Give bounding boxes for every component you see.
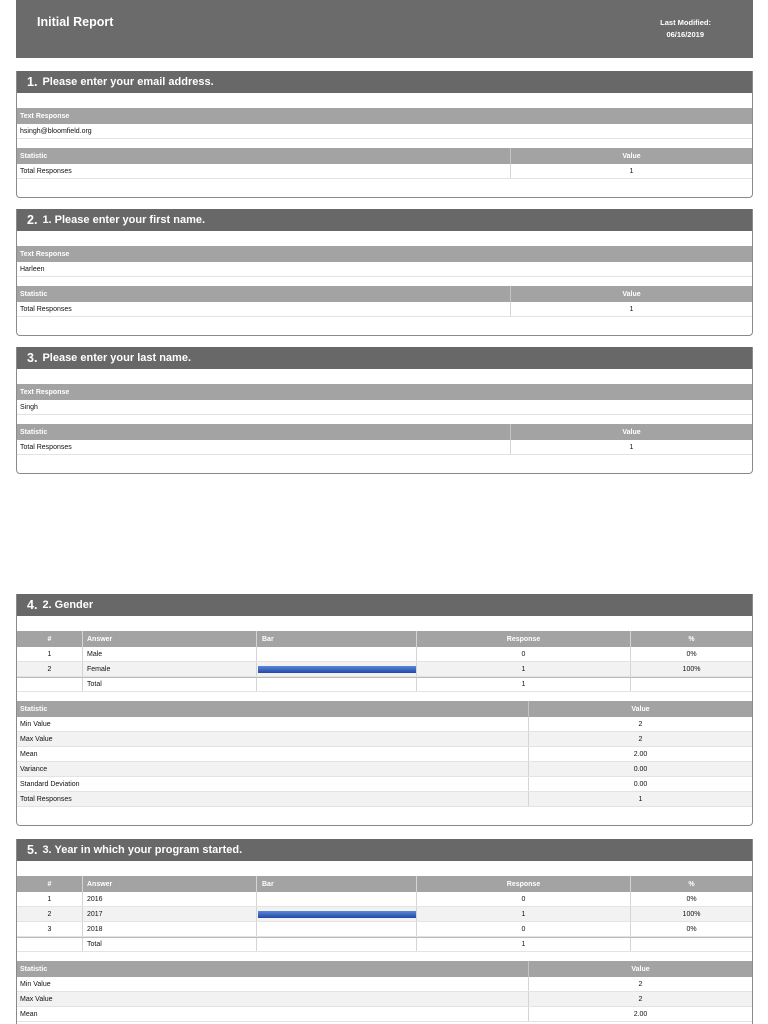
question-header: [17, 209, 752, 231]
stat-label: Max Value: [17, 732, 529, 746]
choice-bar-cell: [257, 922, 417, 936]
statistic-header: Statistic Value: [17, 148, 752, 164]
stat-label: Mean: [17, 1007, 529, 1021]
choice-response: 1: [417, 662, 631, 676]
choice-number: 2: [17, 907, 83, 921]
stat-row: [17, 977, 752, 992]
question-header: [17, 71, 752, 93]
stat-value: 2.00: [633, 1010, 648, 1018]
question-title: 1. Please enter your first name.: [42, 214, 206, 226]
last-modified-label: Last Modified:: [660, 18, 711, 27]
choice-row: [17, 662, 752, 677]
text-response-value: Singh: [17, 400, 752, 415]
choice-total-row: Total 1: [17, 937, 752, 952]
stat-row: [17, 732, 752, 747]
stat-row: [17, 992, 752, 1007]
choice-number: 1: [17, 892, 83, 906]
choice-number: 3: [17, 922, 83, 936]
choice-total-row: Total 1: [17, 677, 752, 692]
stat-value: 2: [638, 720, 643, 728]
choice-table-header: # Answer Bar Response %: [17, 876, 752, 892]
choice-bar: [258, 666, 416, 673]
choice-bar-cell: [257, 662, 417, 676]
question-title: 3. Year in which your program started.: [42, 844, 243, 856]
stat-label: Standard Deviation: [17, 777, 529, 791]
stat-label: Min Value: [17, 717, 529, 731]
question-header: [17, 839, 752, 861]
question-title: Please enter your email address.: [42, 76, 214, 88]
stat-value: 0.00: [633, 780, 648, 788]
text-response-header: Text Response: [17, 246, 752, 262]
stat-label: Variance: [17, 762, 529, 776]
stat-row: Total Responses 1: [17, 164, 752, 179]
stat-row: Total Responses 1: [17, 440, 752, 455]
question-header: [17, 347, 752, 369]
stat-row: [17, 1007, 752, 1022]
stat-row: [17, 747, 752, 762]
choice-number: 1: [17, 647, 83, 661]
question-number: 5.: [27, 843, 38, 857]
stat-value: 0.00: [633, 765, 648, 773]
stat-label: Total Responses: [17, 792, 529, 806]
stat-value: 2: [638, 995, 643, 1003]
choice-answer: Female: [83, 662, 257, 676]
choice-percent: 0%: [686, 650, 697, 658]
question-4-card: [16, 594, 753, 826]
report-title: Initial Report: [37, 15, 114, 29]
stat-value: 1: [638, 795, 643, 803]
question-2-card: [16, 209, 753, 336]
text-response-value: hsingh@bloomfield.org: [17, 124, 752, 139]
choice-bar-cell: [257, 647, 417, 661]
choice-answer: 2018: [83, 922, 257, 936]
stat-label: Mean: [17, 747, 529, 761]
choice-percent: 0%: [686, 895, 697, 903]
stat-label: Max Value: [17, 992, 529, 1006]
stat-row: [17, 717, 752, 732]
choice-response: 0: [417, 922, 631, 936]
choice-percent: 100%: [682, 910, 701, 918]
choice-bar: [258, 911, 416, 918]
question-3-card: [16, 347, 753, 474]
stat-label: Min Value: [17, 977, 529, 991]
question-number: 1.: [27, 75, 38, 89]
choice-percent: 100%: [682, 665, 701, 673]
statistic-header: Statistic Value: [17, 961, 752, 977]
text-response-header: Text Response: [17, 384, 752, 400]
stat-value: 2: [638, 735, 643, 743]
question-title: 2. Gender: [42, 599, 94, 611]
choice-answer: 2017: [83, 907, 257, 921]
statistic-header: Statistic Value: [17, 286, 752, 302]
choice-table-header: # Answer Bar Response %: [17, 631, 752, 647]
choice-bar-cell: [257, 892, 417, 906]
question-number: 2.: [27, 213, 38, 227]
choice-response: 1: [417, 907, 631, 921]
text-response-value: Harleen: [17, 262, 752, 277]
report-header: [16, 0, 753, 58]
choice-row: [17, 892, 752, 907]
question-1-card: [16, 71, 753, 198]
question-number: 3.: [27, 351, 38, 365]
last-modified-date: 06/16/2019: [666, 30, 704, 39]
choice-row: [17, 922, 752, 937]
choice-answer: Male: [83, 647, 257, 661]
question-header: [17, 594, 752, 616]
statistic-header: Statistic Value: [17, 424, 752, 440]
stat-value: 2.00: [633, 750, 648, 758]
choice-row: [17, 907, 752, 922]
stat-row: [17, 762, 752, 777]
choice-percent: 0%: [686, 925, 697, 933]
statistic-header: Statistic Value: [17, 701, 752, 717]
stat-row: Total Responses 1: [17, 302, 752, 317]
stat-row: [17, 792, 752, 807]
choice-answer: 2016: [83, 892, 257, 906]
choice-response: 0: [417, 647, 631, 661]
stat-row: [17, 777, 752, 792]
text-response-header: Text Response: [17, 108, 752, 124]
question-title: Please enter your last name.: [42, 352, 192, 364]
choice-number: 2: [17, 662, 83, 676]
choice-bar-cell: [257, 907, 417, 921]
question-5-card: [16, 839, 753, 1024]
choice-response: 0: [417, 892, 631, 906]
stat-value: 2: [638, 980, 643, 988]
question-number: 4.: [27, 598, 38, 612]
choice-row: [17, 647, 752, 662]
